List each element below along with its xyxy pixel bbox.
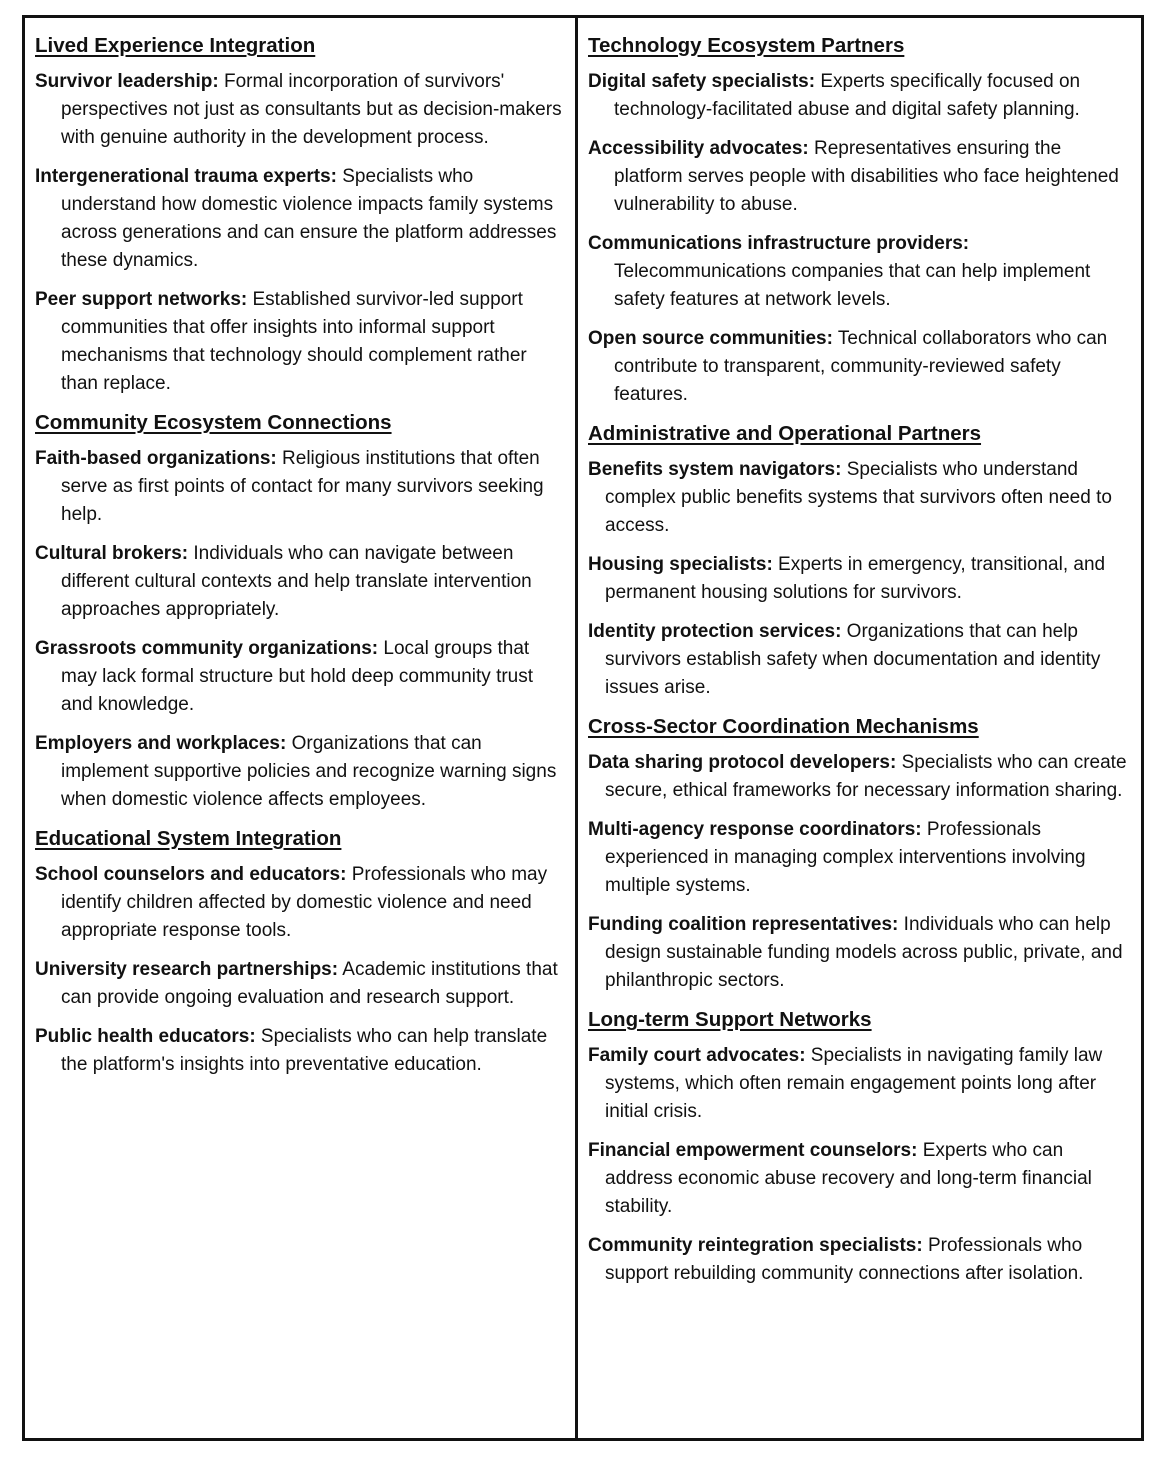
entry-peer-support	[35, 286, 567, 398]
entry-text: Formal incorporation of survivors' perspectives not just as consultants but as decision-makers with genuine authority in the development process.	[61, 71, 562, 148]
document-frame	[22, 15, 1144, 1441]
entry-text: Local groups that may lack formal structure but hold deep community trust and knowledge.	[61, 638, 534, 715]
entry-term: Housing specialists:	[588, 554, 773, 575]
section-technology-ecosystem	[588, 32, 1133, 409]
entry-term: Public health educators:	[35, 1026, 256, 1047]
section-heading: Educational System Integration	[35, 827, 342, 850]
entry-term: Multi-agency response coordinators:	[588, 819, 922, 840]
entry-term: Intergenerational trauma experts:	[35, 166, 337, 187]
entry-term: Open source communities:	[588, 328, 833, 349]
entry-school-counselors	[35, 861, 567, 945]
entry-text: Professionals who support rebuilding community connections after isolation.	[605, 1235, 1084, 1284]
entry-term: Funding coalition representatives:	[588, 914, 899, 935]
entry-multi-agency	[588, 816, 1133, 900]
entry-term: University research partnerships:	[35, 959, 339, 980]
entry-financial-empowerment	[588, 1137, 1133, 1221]
entry-term: Cultural brokers:	[35, 543, 189, 564]
entry-communications-infrastructure	[588, 230, 1133, 314]
entry-employers	[35, 730, 567, 814]
right-column	[578, 18, 1141, 1438]
entry-text: Technical collaborators who can contribute to transparent, community-reviewed safety features.	[614, 328, 1108, 405]
entry-housing-specialists	[588, 551, 1133, 607]
entry-text: Specialists who understand complex public benefits systems that survivors often need to access.	[605, 459, 1112, 536]
entry-term: Benefits system navigators:	[588, 459, 842, 480]
entry-text: Experts who can address economic abuse recovery and long-term financial stability.	[605, 1140, 1092, 1217]
entry-digital-safety	[588, 68, 1133, 124]
entry-text: Individuals who can help design sustainable funding models across public, private, and philanthropic sectors.	[605, 914, 1123, 991]
section-heading: Technology Ecosystem Partners	[588, 34, 905, 57]
entry-term: Communications infrastructure providers:	[588, 233, 970, 254]
entry-cultural-brokers	[35, 540, 567, 624]
section-administrative-operational	[588, 420, 1133, 702]
entry-text: Specialists who can help translate the platform's insights into preventative education.	[61, 1026, 548, 1075]
entry-funding-coalition	[588, 911, 1133, 995]
entry-accessibility	[588, 135, 1133, 219]
entry-data-sharing	[588, 749, 1133, 805]
entry-identity-protection	[588, 618, 1133, 702]
section-heading: Lived Experience Integration	[35, 34, 316, 57]
section-heading: Community Ecosystem Connections	[35, 411, 392, 434]
section-heading: Cross-Sector Coordination Mechanisms	[588, 715, 979, 738]
entry-community-reintegration	[588, 1232, 1133, 1288]
entry-survivor-leadership	[35, 68, 567, 152]
section-educational-system	[35, 825, 567, 1079]
entry-text: Individuals who can navigate between different cultural contexts and help translate intervention approaches appropriately.	[61, 543, 532, 620]
entry-term: Accessibility advocates:	[588, 138, 809, 159]
entry-text: Specialists who can create secure, ethical frameworks for necessary information sharing.	[605, 752, 1127, 801]
section-cross-sector	[588, 713, 1133, 995]
entry-text: Organizations that can implement supportive policies and recognize warning signs when domestic violence affects employees.	[61, 733, 557, 810]
entry-term: Financial empowerment counselors:	[588, 1140, 918, 1161]
left-column	[25, 18, 578, 1438]
entry-term: Community reintegration specialists:	[588, 1235, 923, 1256]
entry-term: Faith-based organizations:	[35, 448, 277, 469]
entry-term: Digital safety specialists:	[588, 71, 816, 92]
entry-faith-based	[35, 445, 567, 529]
entry-intergenerational-trauma	[35, 163, 567, 275]
section-lived-experience	[35, 32, 567, 398]
entry-text: Organizations that can help survivors establish safety when documentation and identity issues arise.	[605, 621, 1101, 698]
entry-term: Survivor leadership:	[35, 71, 219, 92]
entry-text: Professionals experienced in managing complex interventions involving multiple systems.	[605, 819, 1086, 896]
entry-term: Family court advocates:	[588, 1045, 806, 1066]
entry-text: Telecommunications companies that can help implement safety features at network levels.	[614, 261, 1091, 310]
entry-family-court	[588, 1042, 1133, 1126]
entry-open-source	[588, 325, 1133, 409]
entry-term: School counselors and educators:	[35, 864, 347, 885]
entry-term: Grassroots community organizations:	[35, 638, 379, 659]
section-long-term-support	[588, 1006, 1133, 1288]
entry-grassroots	[35, 635, 567, 719]
section-heading: Long-term Support Networks	[588, 1008, 872, 1031]
entry-text: Religious institutions that often serve as first points of contact for many survivors seeking help.	[61, 448, 544, 525]
entry-term: Peer support networks:	[35, 289, 248, 310]
entry-benefits-navigators	[588, 456, 1133, 540]
entry-text: Experts in emergency, transitional, and permanent housing solutions for survivors.	[605, 554, 1106, 603]
entry-text: Professionals who may identify children affected by domestic violence and need appropriate response tools.	[61, 864, 548, 941]
section-heading: Administrative and Operational Partners	[588, 422, 982, 445]
entry-term: Data sharing protocol developers:	[588, 752, 897, 773]
entry-text: Specialists who understand how domestic violence impacts family systems across generations and can ensure the platform addresses these dynamics.	[61, 166, 557, 271]
entry-text: Experts specifically focused on technology-facilitated abuse and digital safety planning.	[614, 71, 1081, 120]
entry-term: Identity protection services:	[588, 621, 842, 642]
entry-term: Employers and workplaces:	[35, 733, 287, 754]
entry-text: Representatives ensuring the platform serves people with disabilities who face heightened vulnerability to abuse.	[614, 138, 1119, 215]
section-community-ecosystem	[35, 409, 567, 814]
entry-public-health	[35, 1023, 567, 1079]
entry-text: Specialists in navigating family law systems, which often remain engagement points long after initial crisis.	[605, 1045, 1103, 1122]
entry-text: Academic institutions that can provide ongoing evaluation and research support.	[61, 959, 558, 1008]
entry-text: Established survivor-led support communities that offer insights into informal support mechanisms that technology should complement rather than replace.	[61, 289, 527, 394]
entry-university-research	[35, 956, 567, 1012]
